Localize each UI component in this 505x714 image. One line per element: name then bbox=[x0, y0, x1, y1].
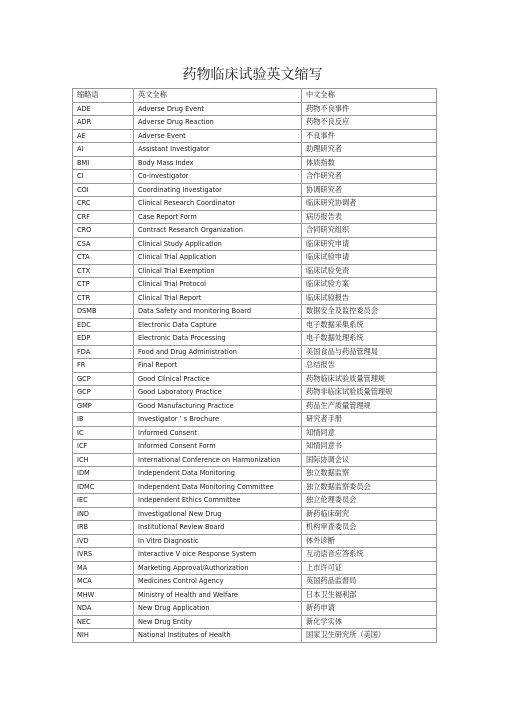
table-row bbox=[73, 102, 437, 116]
table-row bbox=[73, 237, 437, 251]
chinese-cell: 体质指数 bbox=[302, 156, 437, 170]
english-cell: Ministry of Health and Welfare bbox=[134, 588, 302, 602]
abbr-cell: DSMB bbox=[73, 305, 134, 319]
chinese-cell: 助理研究者 bbox=[302, 143, 437, 157]
chinese-cell: 上市许可证 bbox=[302, 561, 437, 575]
chinese-cell: 临床试验免责 bbox=[302, 264, 437, 278]
table-row bbox=[73, 629, 437, 643]
english-cell: Good Laboratory Practice bbox=[134, 386, 302, 400]
english-cell: Good Manufacturing Practice bbox=[134, 399, 302, 413]
english-cell: Adverse Drug Event bbox=[134, 102, 302, 116]
table-row bbox=[73, 561, 437, 575]
english-cell: New Drug Application bbox=[134, 602, 302, 616]
abbr-cell: GCP bbox=[73, 372, 134, 386]
table-row bbox=[73, 480, 437, 494]
chinese-cell: 国家卫生研究所（美国） bbox=[302, 629, 437, 643]
english-cell: New Drug Entity bbox=[134, 615, 302, 629]
abbr-cell: IND bbox=[73, 507, 134, 521]
abbr-cell: GMP bbox=[73, 399, 134, 413]
table-row bbox=[73, 548, 437, 562]
english-cell: Marketing Approval/Authorization bbox=[134, 561, 302, 575]
chinese-cell: 临床试验报告 bbox=[302, 291, 437, 305]
page-title: 药物临床试验英文缩写 bbox=[182, 67, 323, 83]
abbr-cell: IVRS bbox=[73, 548, 134, 562]
table-row bbox=[73, 170, 437, 184]
english-cell: Final Report bbox=[134, 359, 302, 373]
table-row bbox=[73, 116, 437, 130]
abbr-cell: CTR bbox=[73, 291, 134, 305]
chinese-cell: 国际协调会议 bbox=[302, 453, 437, 467]
english-cell: Adverse Drug Reaction bbox=[134, 116, 302, 130]
chinese-cell: 互动语音应答系统 bbox=[302, 548, 437, 562]
english-cell: Clinical Study Application bbox=[134, 237, 302, 251]
header-abbr: 缩略语 bbox=[73, 89, 134, 103]
table-row bbox=[73, 521, 437, 535]
abbr-cell: NDA bbox=[73, 602, 134, 616]
english-cell: Data Safety and monitoring Board bbox=[134, 305, 302, 319]
header-chinese: 中文全称 bbox=[302, 89, 437, 103]
english-cell: Interactive V oice Response System bbox=[134, 548, 302, 562]
english-cell: Informed Consent bbox=[134, 426, 302, 440]
chinese-cell: 协调研究者 bbox=[302, 183, 437, 197]
table-row bbox=[73, 224, 437, 238]
english-cell: National Institutes of Health bbox=[134, 629, 302, 643]
english-cell: Food and Drug Administration bbox=[134, 345, 302, 359]
chinese-cell: 临床研究协调者 bbox=[302, 197, 437, 211]
table-row bbox=[73, 507, 437, 521]
abbr-cell: AE bbox=[73, 129, 134, 143]
table-row bbox=[73, 413, 437, 427]
chinese-cell: 英国药品监督局 bbox=[302, 575, 437, 589]
chinese-cell: 日本卫生福利部 bbox=[302, 588, 437, 602]
chinese-cell: 独立数据监察委员会 bbox=[302, 480, 437, 494]
english-cell: Coordinating Investigator bbox=[134, 183, 302, 197]
chinese-cell: 美国食品与药品管理局 bbox=[302, 345, 437, 359]
chinese-cell: 机构审查委员会 bbox=[302, 521, 437, 535]
table-row bbox=[73, 467, 437, 481]
chinese-cell: 新药申请 bbox=[302, 602, 437, 616]
chinese-cell: 临床研究申请 bbox=[302, 237, 437, 251]
table-row bbox=[73, 264, 437, 278]
abbr-cell: CI bbox=[73, 170, 134, 184]
abbr-cell: EDC bbox=[73, 318, 134, 332]
chinese-cell: 数据安全及监控委员会 bbox=[302, 305, 437, 319]
chinese-cell: 独立伦理委员会 bbox=[302, 494, 437, 508]
table-row bbox=[73, 291, 437, 305]
abbr-cell: ADR bbox=[73, 116, 134, 130]
table-row bbox=[73, 251, 437, 265]
abbr-cell: NIH bbox=[73, 629, 134, 643]
abbreviation-table bbox=[72, 88, 437, 643]
abbr-cell: FDA bbox=[73, 345, 134, 359]
table-row bbox=[73, 345, 437, 359]
english-cell: Body Mass Index bbox=[134, 156, 302, 170]
table-row bbox=[73, 210, 437, 224]
chinese-cell: 电子数据采集系统 bbox=[302, 318, 437, 332]
english-cell: Independent Data Monitoring Committee bbox=[134, 480, 302, 494]
abbr-cell: IVD bbox=[73, 534, 134, 548]
english-cell: Independent Data Monitoring bbox=[134, 467, 302, 481]
chinese-cell: 研究者手册 bbox=[302, 413, 437, 427]
chinese-cell: 合同研究组织 bbox=[302, 224, 437, 238]
chinese-cell: 新化学实体 bbox=[302, 615, 437, 629]
abbr-cell: IDMC bbox=[73, 480, 134, 494]
table-row bbox=[73, 143, 437, 157]
abbr-cell: IB bbox=[73, 413, 134, 427]
abbr-cell: ICH bbox=[73, 453, 134, 467]
english-cell: Contract Research Organization bbox=[134, 224, 302, 238]
table-row bbox=[73, 156, 437, 170]
abbr-cell: GCP bbox=[73, 386, 134, 400]
chinese-cell: 药品生产质量管理规 bbox=[302, 399, 437, 413]
table-row bbox=[73, 426, 437, 440]
chinese-cell: 知情同意书 bbox=[302, 440, 437, 454]
table-row bbox=[73, 197, 437, 211]
table-row bbox=[73, 494, 437, 508]
abbr-cell: IEC bbox=[73, 494, 134, 508]
table-row bbox=[73, 278, 437, 292]
header-english: 英文全称 bbox=[134, 89, 302, 103]
table-row bbox=[73, 575, 437, 589]
english-cell: Clinical Research Coordinator bbox=[134, 197, 302, 211]
english-cell: Electronic Data Processing bbox=[134, 332, 302, 346]
table-row bbox=[73, 372, 437, 386]
chinese-cell: 药物不良反应 bbox=[302, 116, 437, 130]
table-row bbox=[73, 588, 437, 602]
abbr-cell: BMI bbox=[73, 156, 134, 170]
english-cell: Clinical Trial Application bbox=[134, 251, 302, 265]
table-row bbox=[73, 359, 437, 373]
abbr-cell: MA bbox=[73, 561, 134, 575]
abbr-cell: IC bbox=[73, 426, 134, 440]
table-row bbox=[73, 129, 437, 143]
abbr-cell: CSA bbox=[73, 237, 134, 251]
chinese-cell: 电子数据处理系统 bbox=[302, 332, 437, 346]
english-cell: Informed Consent Form bbox=[134, 440, 302, 454]
chinese-cell: 合作研究者 bbox=[302, 170, 437, 184]
chinese-cell: 独立数据监察 bbox=[302, 467, 437, 481]
chinese-cell: 药物非临床试验质量管理规 bbox=[302, 386, 437, 400]
table-row bbox=[73, 534, 437, 548]
abbr-cell: NEC bbox=[73, 615, 134, 629]
table-row bbox=[73, 440, 437, 454]
english-cell: Clinical Trial Report bbox=[134, 291, 302, 305]
abbr-cell: COI bbox=[73, 183, 134, 197]
abbr-cell: FR bbox=[73, 359, 134, 373]
table-row bbox=[73, 453, 437, 467]
english-cell: Investigational New Drug bbox=[134, 507, 302, 521]
english-cell: In Vitro Diagnostic bbox=[134, 534, 302, 548]
chinese-cell: 药物临床试验质量管理规 bbox=[302, 372, 437, 386]
abbr-cell: CTP bbox=[73, 278, 134, 292]
english-cell: Medicines Control Agency bbox=[134, 575, 302, 589]
english-cell: International Conference on Harmonization bbox=[134, 453, 302, 467]
table-row bbox=[73, 332, 437, 346]
english-cell: Assistant Investigator bbox=[134, 143, 302, 157]
english-cell: Electronic Data Capture bbox=[134, 318, 302, 332]
english-cell: Clinical Trial Exemption bbox=[134, 264, 302, 278]
chinese-cell: 临床试验方案 bbox=[302, 278, 437, 292]
abbr-cell: ICF bbox=[73, 440, 134, 454]
table-header-row bbox=[73, 89, 437, 103]
abbr-cell: IRB bbox=[73, 521, 134, 535]
chinese-cell: 知情同意 bbox=[302, 426, 437, 440]
chinese-cell: 病历报告表 bbox=[302, 210, 437, 224]
abbr-cell: MHW bbox=[73, 588, 134, 602]
abbr-cell: AI bbox=[73, 143, 134, 157]
abbr-cell: CRC bbox=[73, 197, 134, 211]
abbr-cell: CRF bbox=[73, 210, 134, 224]
chinese-cell: 体外诊断 bbox=[302, 534, 437, 548]
english-cell: Adverse Event bbox=[134, 129, 302, 143]
english-cell: Independent Ethics Committee bbox=[134, 494, 302, 508]
chinese-cell: 临床试验申请 bbox=[302, 251, 437, 265]
english-cell: Institutional Review Board bbox=[134, 521, 302, 535]
english-cell: Clinical Trial Protocol bbox=[134, 278, 302, 292]
table-row bbox=[73, 602, 437, 616]
table-row bbox=[73, 305, 437, 319]
abbr-cell: EDP bbox=[73, 332, 134, 346]
abbr-cell: IDM bbox=[73, 467, 134, 481]
english-cell: Good Clinical Practice bbox=[134, 372, 302, 386]
abbr-cell: CTX bbox=[73, 264, 134, 278]
table-row bbox=[73, 318, 437, 332]
english-cell: Investigator ’ s Brochure bbox=[134, 413, 302, 427]
english-cell: Case Report Form bbox=[134, 210, 302, 224]
abbr-cell: MCA bbox=[73, 575, 134, 589]
abbr-cell: ADE bbox=[73, 102, 134, 116]
chinese-cell: 不良事件 bbox=[302, 129, 437, 143]
table-row bbox=[73, 615, 437, 629]
abbr-cell: CTA bbox=[73, 251, 134, 265]
table-row bbox=[73, 399, 437, 413]
table-row bbox=[73, 386, 437, 400]
chinese-cell: 药物不良事件 bbox=[302, 102, 437, 116]
english-cell: Co-investigator bbox=[134, 170, 302, 184]
abbreviation-table-body bbox=[73, 89, 437, 643]
table-row bbox=[73, 183, 437, 197]
chinese-cell: 总结报告 bbox=[302, 359, 437, 373]
chinese-cell: 新药临床研究 bbox=[302, 507, 437, 521]
abbr-cell: CRO bbox=[73, 224, 134, 238]
